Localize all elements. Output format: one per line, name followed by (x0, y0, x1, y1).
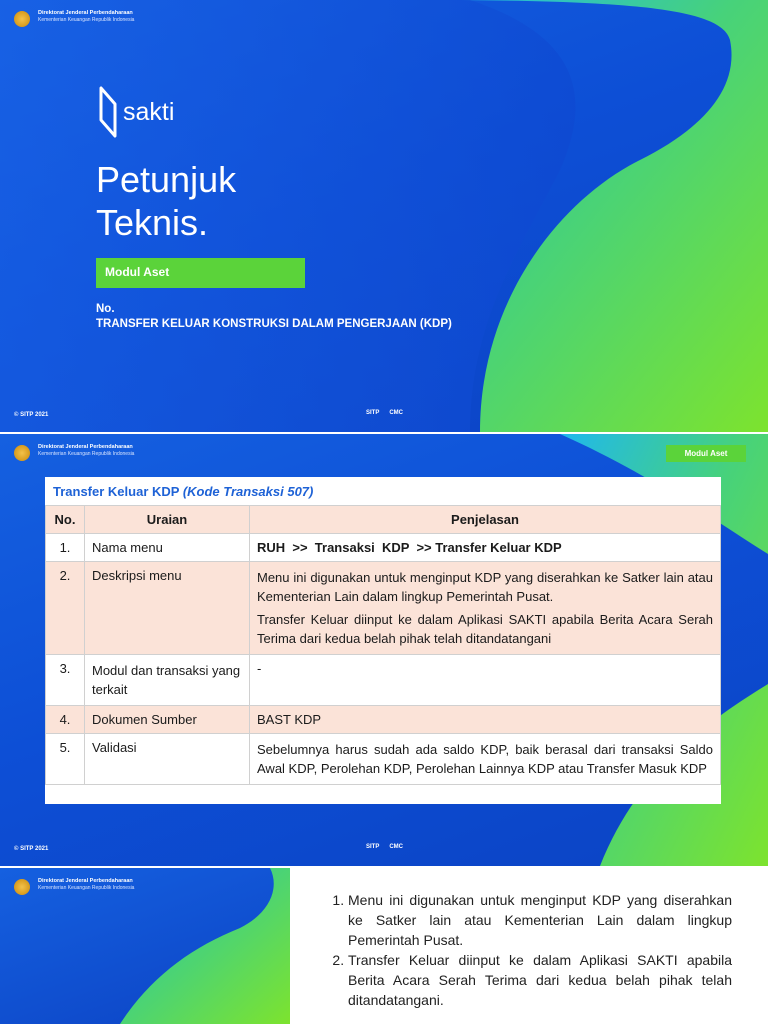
list-item: 2. Transfer Keluar diinput ke dalam Aplikasi SAKTI apabila Berita Acara Serah Terima dari kedua belah pihak telah ditandatangani. (348, 950, 732, 1010)
table-title-code: (Kode Transaksi 507) (182, 484, 314, 499)
sakti-logo-text: sakti (123, 97, 175, 126)
module-label (96, 258, 305, 288)
notes-left-panel (0, 868, 290, 1024)
sitp-logo: SITP (366, 410, 380, 416)
ministry-name: Kementerian Keuangan Republik Indonesia (38, 17, 135, 23)
column-header-no: No. (46, 506, 85, 534)
ministry-name: Kementerian Keuangan Republik Indonesia (38, 451, 135, 457)
row-penjelasan (250, 734, 721, 785)
notes-slide (0, 868, 768, 1024)
detail-card (45, 477, 721, 804)
row-penjelasan (250, 534, 721, 562)
penjelasan-text: Sebelumnya harus sudah ada saldo KDP, baik berasal dari transaksi Saldo Awal KDP, Perolehan KDP, Perolehan Lainnya KDP atau Transfer Masuk KDP (257, 742, 713, 776)
list-item: 1. Menu ini digunakan untuk menginput KDP yang diserahkan ke Satker lain atau Kementerian Lain dalam lingkup Pemerintah Pusat. (348, 890, 732, 950)
doc-subtitle: TRANSFER KELUAR KONSTRUKSI DALAM PENGERJAAN (KDP) (96, 318, 452, 330)
org-header (14, 878, 134, 895)
kemenkeu-emblem-icon (14, 879, 30, 895)
row-uraian: Deskripsi menu (85, 562, 250, 655)
org-header (14, 444, 134, 461)
penjelasan-text: RUH >> Transaksi KDP >> Transfer Keluar KDP (257, 540, 562, 555)
module-label-text: Modul Aset (105, 265, 170, 279)
table-row (46, 706, 721, 734)
org-header (14, 10, 134, 27)
doc-number-label: No. (96, 303, 115, 315)
kemenkeu-emblem-icon (14, 445, 30, 461)
sakti-logo (97, 86, 174, 138)
detail-table (45, 505, 721, 785)
column-header-uraian: Uraian (85, 506, 250, 534)
table-row (46, 734, 721, 785)
table-row (46, 534, 721, 562)
cmc-logo: CMC (389, 410, 404, 416)
cmc-logo: CMC (389, 844, 404, 850)
cover-subtitle (96, 302, 452, 332)
column-header-penjelasan: Penjelasan (250, 506, 721, 534)
row-uraian: Modul dan transaksi yang terkait (85, 655, 250, 706)
penjelasan-text: BAST KDP (257, 712, 322, 727)
notes-list (306, 890, 732, 1010)
table-header-row (46, 506, 721, 534)
row-number: 3. (46, 655, 85, 706)
cover-title-line1: Petunjuk (96, 159, 237, 200)
row-number: 5. (46, 734, 85, 785)
footer-logos (366, 410, 403, 416)
penjelasan-text: Menu ini digunakan untuk menginput KDP yang diserahkan ke Satker lain atau Kementerian Lain dalam lingkup Pemerintah Pusat. (257, 570, 713, 604)
detail-slide (0, 434, 768, 866)
org-name: Direktorat Jenderal Perbendaharaan (38, 10, 133, 16)
table-row (46, 655, 721, 706)
row-penjelasan (250, 562, 721, 655)
module-badge (666, 445, 746, 462)
row-penjelasan (250, 655, 721, 706)
footer-copyright: © SITP 2021 (14, 846, 49, 852)
table-title (45, 477, 721, 505)
module-badge-text: Modul Aset (684, 449, 728, 458)
org-name: Direktorat Jenderal Perbendaharaan (38, 444, 133, 450)
table-title-text: Transfer Keluar KDP (53, 484, 180, 499)
kemenkeu-emblem-icon (14, 11, 30, 27)
cover-title (96, 158, 236, 244)
penjelasan-text: - (257, 661, 262, 676)
footer-logos (366, 844, 403, 850)
row-number: 4. (46, 706, 85, 734)
sitp-logo: SITP (366, 844, 380, 850)
sakti-logo-icon (97, 86, 119, 138)
row-uraian: Dokumen Sumber (85, 706, 250, 734)
row-penjelasan (250, 706, 721, 734)
row-uraian: Nama menu (85, 534, 250, 562)
org-name: Direktorat Jenderal Perbendaharaan (38, 878, 133, 884)
row-number: 1. (46, 534, 85, 562)
footer-copyright: © SITP 2021 (14, 412, 49, 418)
table-row (46, 562, 721, 655)
cover-title-line2: Teknis. (96, 202, 209, 243)
row-number: 2. (46, 562, 85, 655)
row-uraian: Validasi (85, 734, 250, 785)
cover-slide (0, 0, 768, 432)
penjelasan-text: Transfer Keluar diinput ke dalam Aplikasi SAKTI apabila Berita Acara Serah Terima dari kedua belah pihak telah ditandatangani (257, 612, 713, 646)
ministry-name: Kementerian Keuangan Republik Indonesia (38, 885, 135, 891)
